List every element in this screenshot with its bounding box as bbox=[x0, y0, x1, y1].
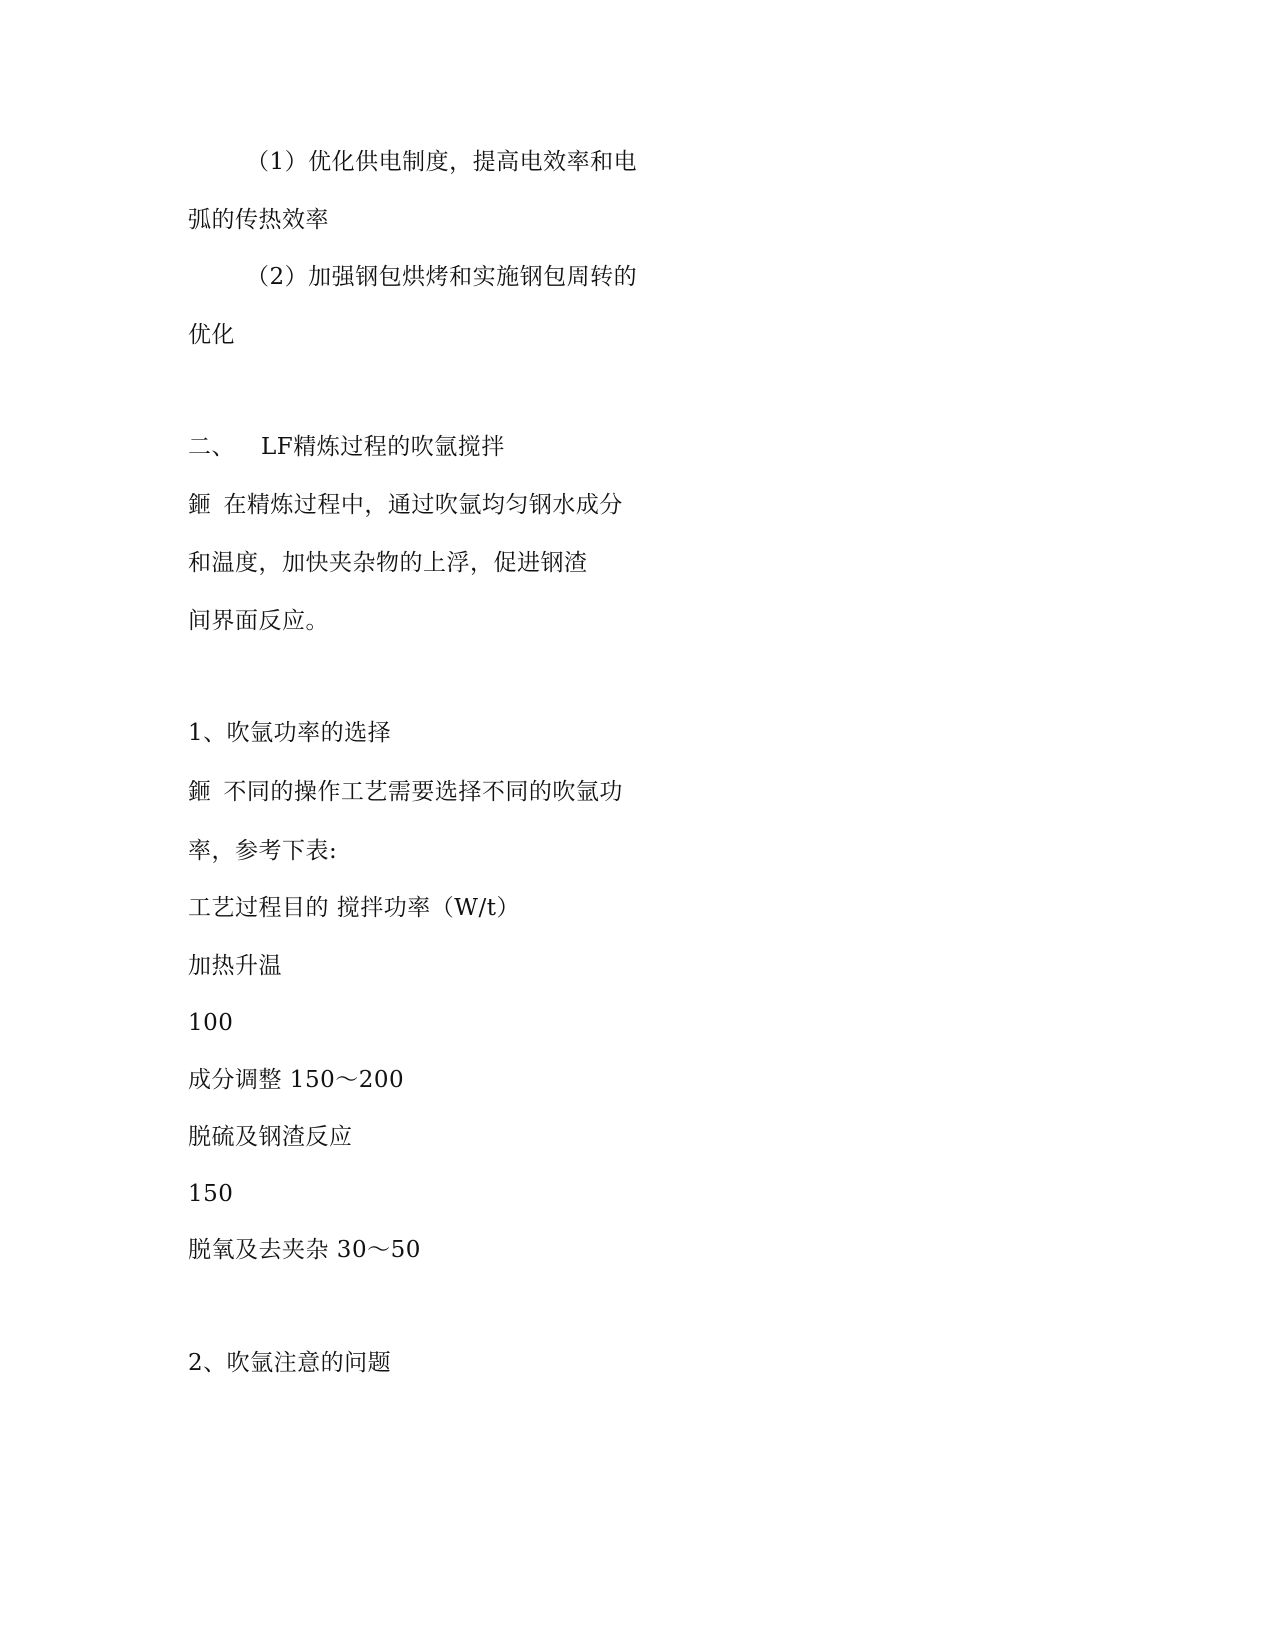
section-heading-two bbox=[188, 432, 505, 462]
bullet-glyph: 鉔 bbox=[188, 492, 212, 518]
table-cell: 150 bbox=[188, 1181, 234, 1207]
table-cell: 脱氧及去夹杂 30～50 bbox=[188, 1237, 421, 1263]
paragraph-line: 率，参考下表: bbox=[188, 838, 338, 864]
table-cell: 脱硫及钢渣反应 bbox=[188, 1124, 353, 1150]
bullet-glyph: 鉔 bbox=[188, 779, 212, 805]
paragraph-line bbox=[188, 490, 623, 520]
paragraph-line: 间界面反应。 bbox=[188, 608, 329, 634]
table-cell: 加热升温 bbox=[188, 953, 282, 979]
section-title: LF精炼过程的吹氩搅拌 bbox=[261, 434, 505, 460]
list-item-1-line-2: 弧的传热效率 bbox=[188, 207, 329, 233]
table-header: 工艺过程目的 搅拌功率（W/t） bbox=[188, 895, 520, 921]
table-cell: 100 bbox=[188, 1010, 234, 1036]
paragraph-text: 在精炼过程中，通过吹氩均匀钢水成分 bbox=[223, 492, 623, 518]
paragraph-line bbox=[188, 777, 623, 807]
subsection-heading-2: 2、吹氩注意的问题 bbox=[188, 1350, 392, 1376]
list-item-1-line-1: （1）优化供电制度，提高电效率和电 bbox=[246, 149, 638, 175]
section-number: 二、 bbox=[188, 434, 235, 460]
subsection-heading-1: 1、吹氩功率的选择 bbox=[188, 720, 392, 746]
table-cell: 成分调整 150～200 bbox=[188, 1067, 405, 1093]
paragraph-line: 和温度，加快夹杂物的上浮，促进钢渣 bbox=[188, 550, 588, 576]
list-item-2-line-1: （2）加强钢包烘烤和实施钢包周转的 bbox=[246, 264, 638, 290]
paragraph-text: 不同的操作工艺需要选择不同的吹氩功 bbox=[223, 779, 623, 805]
list-item-2-line-2: 优化 bbox=[188, 322, 235, 348]
